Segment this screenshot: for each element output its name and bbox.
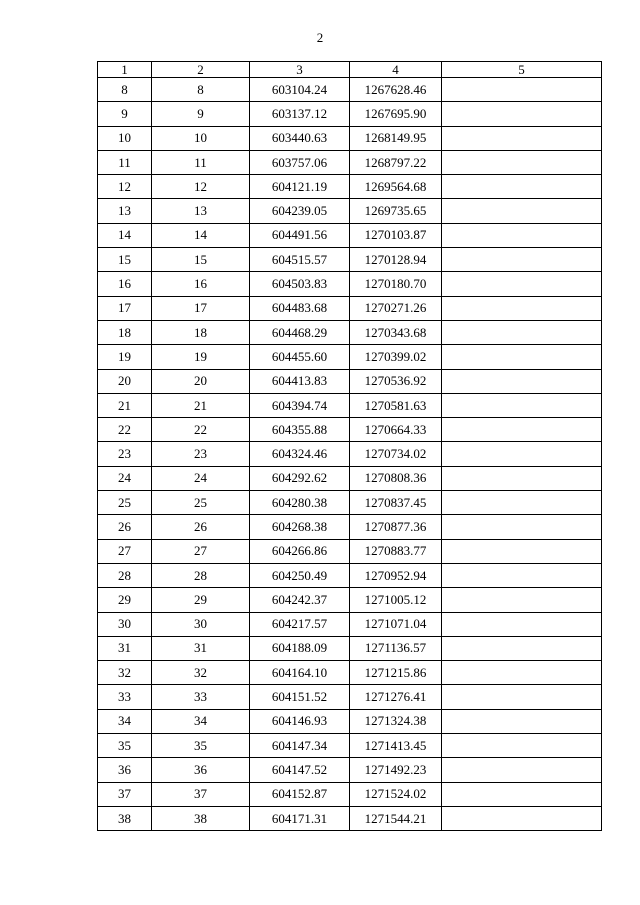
table-row <box>98 345 602 369</box>
table-row <box>98 150 602 174</box>
x-coordinate-cell: 604324.46 <box>250 442 350 466</box>
point-number-cell: 9 <box>98 102 152 126</box>
note-cell <box>442 78 602 102</box>
column-header-2: 2 <box>152 62 250 78</box>
x-coordinate-cell: 604413.83 <box>250 369 350 393</box>
table-row <box>98 806 602 830</box>
table-row <box>98 563 602 587</box>
note-cell <box>442 491 602 515</box>
x-coordinate-cell: 604266.86 <box>250 539 350 563</box>
x-coordinate-cell: 604121.19 <box>250 175 350 199</box>
y-coordinate-cell: 1270808.36 <box>350 466 442 490</box>
table-row <box>98 102 602 126</box>
point-number-cell: 26 <box>98 515 152 539</box>
y-coordinate-cell: 1270180.70 <box>350 272 442 296</box>
point-id-cell: 26 <box>152 515 250 539</box>
point-number-cell: 37 <box>98 782 152 806</box>
point-number-cell: 23 <box>98 442 152 466</box>
point-id-cell: 19 <box>152 345 250 369</box>
y-coordinate-cell: 1271544.21 <box>350 806 442 830</box>
x-coordinate-cell: 604152.87 <box>250 782 350 806</box>
y-coordinate-cell: 1269564.68 <box>350 175 442 199</box>
y-coordinate-cell: 1271215.86 <box>350 661 442 685</box>
point-id-cell: 24 <box>152 466 250 490</box>
x-coordinate-cell: 604355.88 <box>250 418 350 442</box>
point-id-cell: 20 <box>152 369 250 393</box>
y-coordinate-cell: 1269735.65 <box>350 199 442 223</box>
x-coordinate-cell: 604503.83 <box>250 272 350 296</box>
y-coordinate-cell: 1268797.22 <box>350 150 442 174</box>
point-id-cell: 22 <box>152 418 250 442</box>
y-coordinate-cell: 1270877.36 <box>350 515 442 539</box>
x-coordinate-cell: 604151.52 <box>250 685 350 709</box>
point-number-cell: 10 <box>98 126 152 150</box>
x-coordinate-cell: 604468.29 <box>250 320 350 344</box>
y-coordinate-cell: 1271324.38 <box>350 709 442 733</box>
x-coordinate-cell: 604147.34 <box>250 734 350 758</box>
note-cell <box>442 588 602 612</box>
point-number-cell: 11 <box>98 150 152 174</box>
point-number-cell: 24 <box>98 466 152 490</box>
x-coordinate-cell: 603137.12 <box>250 102 350 126</box>
y-coordinate-cell: 1271524.02 <box>350 782 442 806</box>
table-row <box>98 588 602 612</box>
table-row <box>98 539 602 563</box>
x-coordinate-cell: 604483.68 <box>250 296 350 320</box>
point-id-cell: 34 <box>152 709 250 733</box>
y-coordinate-cell: 1270103.87 <box>350 223 442 247</box>
note-cell <box>442 782 602 806</box>
table-row <box>98 175 602 199</box>
point-id-cell: 36 <box>152 758 250 782</box>
point-id-cell: 27 <box>152 539 250 563</box>
table-row <box>98 442 602 466</box>
note-cell <box>442 734 602 758</box>
point-number-cell: 25 <box>98 491 152 515</box>
table-row <box>98 418 602 442</box>
note-cell <box>442 515 602 539</box>
note-cell <box>442 369 602 393</box>
note-cell <box>442 175 602 199</box>
y-coordinate-cell: 1267628.46 <box>350 78 442 102</box>
point-id-cell: 16 <box>152 272 250 296</box>
point-id-cell: 33 <box>152 685 250 709</box>
table-row <box>98 636 602 660</box>
note-cell <box>442 296 602 320</box>
point-number-cell: 28 <box>98 563 152 587</box>
y-coordinate-cell: 1268149.95 <box>350 126 442 150</box>
point-id-cell: 8 <box>152 78 250 102</box>
note-cell <box>442 272 602 296</box>
point-number-cell: 29 <box>98 588 152 612</box>
note-cell <box>442 539 602 563</box>
note-cell <box>442 758 602 782</box>
x-coordinate-cell: 604455.60 <box>250 345 350 369</box>
point-id-cell: 21 <box>152 393 250 417</box>
point-number-cell: 33 <box>98 685 152 709</box>
y-coordinate-cell: 1271413.45 <box>350 734 442 758</box>
table-row <box>98 758 602 782</box>
y-coordinate-cell: 1271492.23 <box>350 758 442 782</box>
y-coordinate-cell: 1270399.02 <box>350 345 442 369</box>
coordinates-table <box>97 61 602 831</box>
x-coordinate-cell: 604491.56 <box>250 223 350 247</box>
point-number-cell: 14 <box>98 223 152 247</box>
point-id-cell: 10 <box>152 126 250 150</box>
point-id-cell: 31 <box>152 636 250 660</box>
y-coordinate-cell: 1271276.41 <box>350 685 442 709</box>
point-id-cell: 37 <box>152 782 250 806</box>
y-coordinate-cell: 1270837.45 <box>350 491 442 515</box>
point-number-cell: 36 <box>98 758 152 782</box>
point-number-cell: 38 <box>98 806 152 830</box>
note-cell <box>442 126 602 150</box>
point-number-cell: 27 <box>98 539 152 563</box>
note-cell <box>442 223 602 247</box>
point-id-cell: 13 <box>152 199 250 223</box>
point-number-cell: 21 <box>98 393 152 417</box>
x-coordinate-cell: 604171.31 <box>250 806 350 830</box>
x-coordinate-cell: 603440.63 <box>250 126 350 150</box>
table-row <box>98 126 602 150</box>
point-number-cell: 12 <box>98 175 152 199</box>
x-coordinate-cell: 604250.49 <box>250 563 350 587</box>
point-id-cell: 30 <box>152 612 250 636</box>
x-coordinate-cell: 604146.93 <box>250 709 350 733</box>
point-id-cell: 28 <box>152 563 250 587</box>
point-number-cell: 19 <box>98 345 152 369</box>
table-row <box>98 685 602 709</box>
table-row <box>98 661 602 685</box>
note-cell <box>442 563 602 587</box>
x-coordinate-cell: 604394.74 <box>250 393 350 417</box>
x-coordinate-cell: 604242.37 <box>250 588 350 612</box>
point-id-cell: 17 <box>152 296 250 320</box>
point-number-cell: 13 <box>98 199 152 223</box>
x-coordinate-cell: 604268.38 <box>250 515 350 539</box>
x-coordinate-cell: 604239.05 <box>250 199 350 223</box>
table-row <box>98 296 602 320</box>
x-coordinate-cell: 603757.06 <box>250 150 350 174</box>
point-id-cell: 15 <box>152 248 250 272</box>
point-number-cell: 35 <box>98 734 152 758</box>
point-number-cell: 30 <box>98 612 152 636</box>
point-number-cell: 15 <box>98 248 152 272</box>
table-row <box>98 199 602 223</box>
x-coordinate-cell: 604164.10 <box>250 661 350 685</box>
y-coordinate-cell: 1271136.57 <box>350 636 442 660</box>
point-id-cell: 35 <box>152 734 250 758</box>
note-cell <box>442 709 602 733</box>
note-cell <box>442 661 602 685</box>
note-cell <box>442 102 602 126</box>
note-cell <box>442 466 602 490</box>
table-row <box>98 272 602 296</box>
x-coordinate-cell: 604188.09 <box>250 636 350 660</box>
point-number-cell: 8 <box>98 78 152 102</box>
y-coordinate-cell: 1267695.90 <box>350 102 442 126</box>
point-id-cell: 25 <box>152 491 250 515</box>
table-row <box>98 248 602 272</box>
note-cell <box>442 199 602 223</box>
column-header-3: 3 <box>250 62 350 78</box>
point-number-cell: 16 <box>98 272 152 296</box>
table-row <box>98 515 602 539</box>
point-id-cell: 18 <box>152 320 250 344</box>
table-row <box>98 393 602 417</box>
y-coordinate-cell: 1271005.12 <box>350 588 442 612</box>
y-coordinate-cell: 1270952.94 <box>350 563 442 587</box>
x-coordinate-cell: 604147.52 <box>250 758 350 782</box>
page-number: 2 <box>316 30 324 45</box>
note-cell <box>442 806 602 830</box>
column-header-4: 4 <box>350 62 442 78</box>
y-coordinate-cell: 1270664.33 <box>350 418 442 442</box>
point-id-cell: 32 <box>152 661 250 685</box>
point-number-cell: 31 <box>98 636 152 660</box>
y-coordinate-cell: 1270271.26 <box>350 296 442 320</box>
note-cell <box>442 442 602 466</box>
point-number-cell: 32 <box>98 661 152 685</box>
point-number-cell: 22 <box>98 418 152 442</box>
point-number-cell: 34 <box>98 709 152 733</box>
point-id-cell: 38 <box>152 806 250 830</box>
note-cell <box>442 612 602 636</box>
note-cell <box>442 393 602 417</box>
point-number-cell: 17 <box>98 296 152 320</box>
point-number-cell: 18 <box>98 320 152 344</box>
note-cell <box>442 150 602 174</box>
y-coordinate-cell: 1271071.04 <box>350 612 442 636</box>
table-row <box>98 612 602 636</box>
y-coordinate-cell: 1270581.63 <box>350 393 442 417</box>
table-row <box>98 491 602 515</box>
column-header-1: 1 <box>98 62 152 78</box>
note-cell <box>442 636 602 660</box>
point-number-cell: 20 <box>98 369 152 393</box>
note-cell <box>442 248 602 272</box>
table-row <box>98 734 602 758</box>
note-cell <box>442 320 602 344</box>
note-cell <box>442 418 602 442</box>
y-coordinate-cell: 1270536.92 <box>350 369 442 393</box>
y-coordinate-cell: 1270343.68 <box>350 320 442 344</box>
table-row <box>98 369 602 393</box>
table-row <box>98 782 602 806</box>
point-id-cell: 11 <box>152 150 250 174</box>
note-cell <box>442 685 602 709</box>
point-id-cell: 23 <box>152 442 250 466</box>
table-header-row <box>98 62 602 78</box>
table-row <box>98 709 602 733</box>
x-coordinate-cell: 604217.57 <box>250 612 350 636</box>
x-coordinate-cell: 604280.38 <box>250 491 350 515</box>
y-coordinate-cell: 1270128.94 <box>350 248 442 272</box>
table-row <box>98 78 602 102</box>
y-coordinate-cell: 1270883.77 <box>350 539 442 563</box>
x-coordinate-cell: 603104.24 <box>250 78 350 102</box>
table-body <box>98 78 602 831</box>
point-id-cell: 12 <box>152 175 250 199</box>
table-row <box>98 223 602 247</box>
x-coordinate-cell: 604515.57 <box>250 248 350 272</box>
column-header-5: 5 <box>442 62 602 78</box>
point-id-cell: 29 <box>152 588 250 612</box>
point-id-cell: 9 <box>152 102 250 126</box>
note-cell <box>442 345 602 369</box>
y-coordinate-cell: 1270734.02 <box>350 442 442 466</box>
point-id-cell: 14 <box>152 223 250 247</box>
table-row <box>98 466 602 490</box>
table-row <box>98 320 602 344</box>
x-coordinate-cell: 604292.62 <box>250 466 350 490</box>
